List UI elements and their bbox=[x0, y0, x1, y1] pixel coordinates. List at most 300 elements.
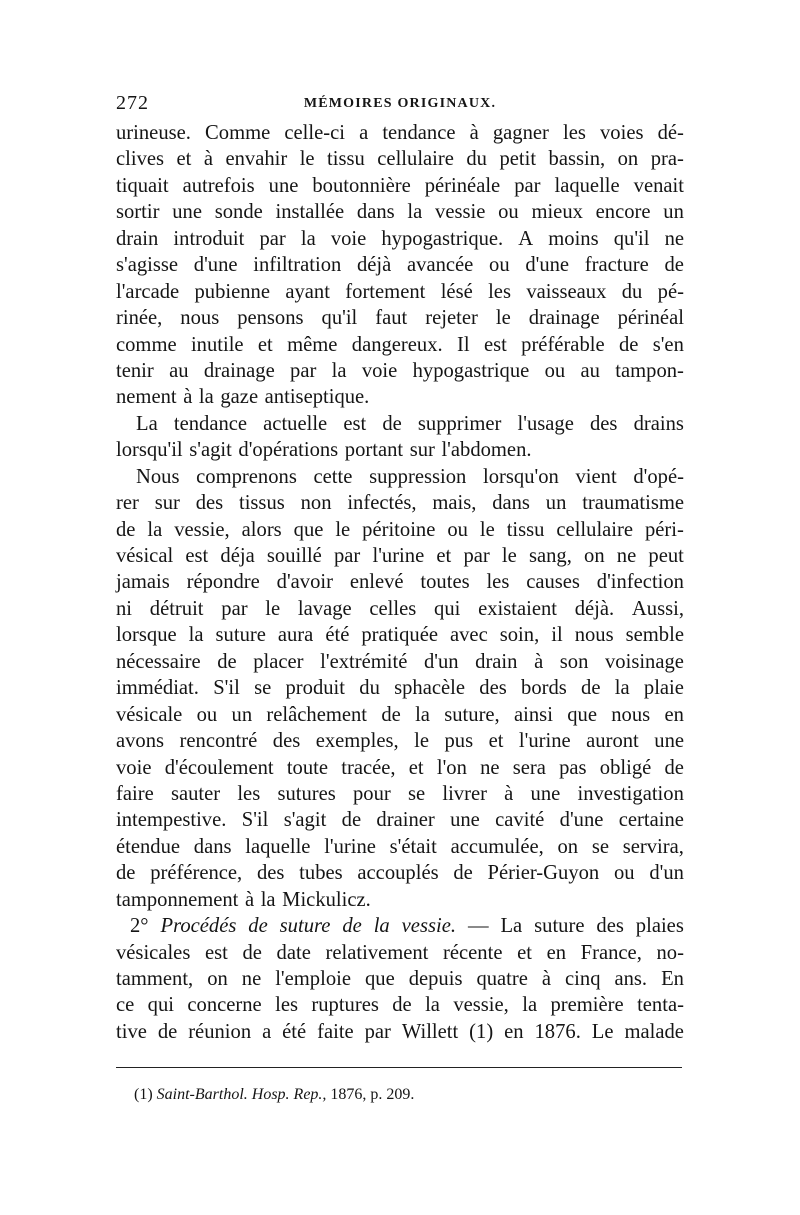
word: vient bbox=[575, 465, 617, 488]
word: se bbox=[407, 782, 426, 805]
word: périnéal bbox=[617, 307, 684, 330]
word: hypogastrique. bbox=[381, 227, 504, 250]
word: péritoine bbox=[362, 518, 436, 541]
word: une bbox=[268, 174, 299, 197]
word: péri- bbox=[644, 518, 684, 541]
word: laquelle bbox=[245, 835, 311, 858]
word: placer bbox=[253, 650, 304, 673]
section-title-word: de bbox=[342, 915, 362, 938]
word: et bbox=[436, 545, 452, 567]
word: relativement bbox=[325, 941, 429, 964]
word: cavité bbox=[495, 809, 545, 832]
word: moins bbox=[548, 227, 599, 250]
word: installée bbox=[275, 201, 345, 224]
word: produit bbox=[285, 677, 345, 700]
word: pratiquée bbox=[361, 624, 438, 647]
word: A bbox=[518, 227, 534, 250]
word: actuelle bbox=[263, 412, 328, 435]
word: la bbox=[188, 624, 204, 647]
word: suture bbox=[534, 915, 585, 938]
word: lorsqu'on bbox=[483, 465, 559, 488]
word: bords bbox=[521, 677, 567, 700]
word: à bbox=[541, 968, 552, 990]
word: malade bbox=[624, 1020, 684, 1043]
footnote-source: Saint-Barthol. Hosp. Rep., bbox=[156, 1086, 327, 1104]
word: pra- bbox=[650, 148, 684, 171]
paragraph bbox=[116, 411, 684, 464]
section-title-word: Procédés bbox=[160, 915, 237, 938]
word: alors bbox=[241, 518, 282, 541]
word: au bbox=[580, 359, 600, 382]
word: et bbox=[488, 730, 504, 753]
word: tenta- bbox=[637, 994, 684, 1017]
word: tamponnement bbox=[116, 888, 239, 911]
word: la bbox=[614, 677, 630, 700]
word: immédiat. bbox=[116, 677, 199, 700]
word: à bbox=[504, 782, 514, 805]
text-line bbox=[116, 569, 684, 595]
word: rer bbox=[116, 492, 139, 515]
word: ou bbox=[447, 518, 468, 541]
word: déjà bbox=[357, 254, 392, 277]
word: voie bbox=[116, 756, 152, 779]
word: l'abdomen. bbox=[441, 439, 532, 462]
text-line bbox=[116, 622, 684, 648]
word: En bbox=[661, 968, 684, 990]
word: pas bbox=[559, 756, 587, 779]
word: suture bbox=[215, 624, 266, 647]
text-line bbox=[116, 146, 684, 172]
word: ne bbox=[241, 968, 262, 990]
text-line bbox=[116, 173, 684, 199]
word: fracture bbox=[584, 254, 649, 277]
word: qu'il bbox=[321, 307, 358, 330]
text-line bbox=[116, 649, 684, 675]
word: cellulaire bbox=[556, 518, 634, 541]
word: s'agit bbox=[283, 809, 327, 832]
word: la bbox=[260, 888, 276, 911]
word: inutile bbox=[190, 333, 244, 356]
word: il bbox=[551, 624, 563, 647]
text-line bbox=[116, 755, 684, 781]
text-line bbox=[116, 490, 684, 516]
word: dangereux. bbox=[351, 333, 443, 356]
word: voie bbox=[330, 227, 367, 250]
running-title: MÉMOIRES ORIGINAUX. bbox=[303, 96, 497, 111]
word: livrer bbox=[442, 782, 487, 805]
word: de bbox=[242, 941, 262, 964]
text-line bbox=[116, 860, 684, 886]
word: 1876. bbox=[534, 1020, 581, 1043]
word: lorsqu'il bbox=[116, 439, 183, 462]
word: jamais bbox=[116, 571, 170, 594]
word: des bbox=[272, 730, 301, 753]
word: plaie bbox=[643, 677, 684, 700]
word: no- bbox=[656, 941, 684, 964]
word: envahir bbox=[225, 148, 288, 171]
word: certaine bbox=[618, 809, 684, 832]
word: est bbox=[343, 412, 367, 435]
word: de bbox=[664, 254, 684, 277]
word: tendance bbox=[173, 412, 248, 435]
word: voisinage bbox=[605, 650, 684, 673]
word: de bbox=[618, 333, 639, 356]
word: drainer bbox=[376, 809, 435, 832]
text-line bbox=[116, 252, 684, 278]
word: de bbox=[116, 518, 136, 541]
word: ne bbox=[616, 545, 637, 567]
word: de bbox=[664, 756, 684, 779]
word: accumulée, bbox=[450, 835, 544, 858]
word: une bbox=[530, 782, 561, 805]
word: tissu bbox=[327, 148, 365, 171]
word: portant bbox=[344, 439, 404, 462]
word: tendance bbox=[382, 122, 456, 144]
section-number: 2° bbox=[130, 915, 149, 938]
body-text bbox=[116, 120, 684, 1045]
word: un bbox=[545, 492, 567, 515]
word: suppression bbox=[369, 465, 467, 488]
word: comprenons bbox=[196, 465, 297, 488]
word: encore bbox=[595, 201, 651, 224]
word: de bbox=[453, 862, 473, 885]
word: lésé bbox=[440, 280, 473, 303]
word: d'opé- bbox=[633, 465, 684, 488]
word: existaient bbox=[478, 597, 557, 620]
word: faut bbox=[375, 307, 408, 330]
word: ni bbox=[116, 597, 133, 620]
word: d'un bbox=[423, 650, 459, 673]
word: vessie bbox=[435, 201, 486, 224]
word: étendue bbox=[116, 835, 181, 858]
word: voies bbox=[600, 122, 644, 144]
word: qu'il bbox=[613, 227, 650, 250]
word: s'était bbox=[389, 835, 437, 858]
word: à bbox=[244, 888, 255, 911]
word: la bbox=[331, 359, 347, 382]
word: dans bbox=[356, 201, 395, 224]
word: on bbox=[584, 545, 605, 567]
word: — bbox=[467, 915, 489, 938]
word: le bbox=[495, 307, 511, 330]
text-line bbox=[116, 702, 684, 728]
word: nement bbox=[116, 386, 177, 409]
word: du bbox=[466, 148, 487, 171]
word: vessie, bbox=[174, 518, 230, 541]
word: que bbox=[567, 703, 597, 726]
word: on bbox=[207, 968, 228, 990]
word: réunion bbox=[188, 1020, 252, 1043]
word: à bbox=[183, 386, 193, 409]
word: aura bbox=[277, 624, 314, 647]
word: la bbox=[407, 201, 423, 224]
text-line bbox=[116, 596, 684, 622]
word: tubes bbox=[299, 862, 343, 885]
word: est bbox=[483, 333, 507, 356]
word: introduit bbox=[173, 227, 245, 250]
word: a bbox=[262, 1020, 272, 1043]
word: et bbox=[176, 148, 192, 171]
text-line bbox=[116, 807, 684, 833]
word: l'extrémité bbox=[320, 650, 408, 673]
word: des bbox=[590, 412, 618, 435]
word: de bbox=[381, 703, 401, 726]
word: préférable bbox=[521, 333, 605, 356]
word: est bbox=[185, 545, 209, 567]
word: de bbox=[217, 650, 237, 673]
word: rinée, bbox=[116, 307, 163, 330]
word: (1) bbox=[469, 1020, 494, 1043]
word: les bbox=[563, 122, 586, 144]
word: première bbox=[550, 994, 624, 1017]
word: en bbox=[504, 1020, 524, 1043]
word: celles bbox=[369, 597, 417, 620]
word: Le bbox=[591, 1020, 614, 1043]
text-line bbox=[116, 675, 684, 701]
word: causes bbox=[526, 571, 580, 594]
word: un bbox=[231, 703, 253, 726]
word: s'agit bbox=[189, 439, 232, 462]
section-title-word: vessie. bbox=[401, 915, 456, 938]
word: lavage bbox=[297, 597, 352, 620]
word: dé- bbox=[657, 122, 684, 144]
word: pensons bbox=[237, 307, 304, 330]
word: du bbox=[621, 280, 643, 303]
word: l'arcade bbox=[116, 280, 180, 303]
word: nous bbox=[574, 624, 614, 647]
word: que bbox=[364, 968, 395, 990]
word: récente bbox=[443, 941, 503, 964]
text-line bbox=[116, 305, 684, 331]
word: S'il bbox=[213, 677, 240, 700]
word: semble bbox=[625, 624, 684, 647]
word: ou bbox=[498, 201, 519, 224]
word: tenir bbox=[116, 359, 154, 382]
section-title-word: suture bbox=[279, 915, 331, 938]
word: le bbox=[265, 597, 281, 620]
word: avec bbox=[450, 624, 488, 647]
word: de bbox=[382, 412, 402, 435]
word: une bbox=[172, 201, 202, 224]
text-line bbox=[116, 199, 684, 225]
word: drains bbox=[633, 412, 684, 435]
word: l'urine bbox=[372, 545, 425, 567]
word: une bbox=[450, 809, 480, 832]
word: quatre bbox=[476, 968, 528, 990]
word: vessie, bbox=[453, 994, 509, 1017]
word: et bbox=[517, 941, 532, 964]
word: hypogastrique bbox=[412, 359, 530, 382]
word: nécessaire bbox=[116, 650, 201, 673]
section-paragraph bbox=[116, 913, 684, 1045]
word: du bbox=[359, 677, 380, 700]
word: enlevé bbox=[349, 571, 404, 594]
word: que bbox=[293, 518, 324, 541]
paragraph bbox=[116, 120, 684, 411]
word: traumatisme bbox=[582, 492, 684, 515]
word: ans. bbox=[614, 968, 648, 990]
word: des bbox=[256, 862, 285, 885]
word: d'une bbox=[559, 809, 604, 832]
word: sonde bbox=[214, 201, 263, 224]
word: d'avoir bbox=[276, 571, 333, 594]
word: de bbox=[116, 862, 136, 885]
word: le bbox=[479, 518, 495, 541]
word: dans bbox=[492, 492, 530, 515]
word: été bbox=[325, 624, 350, 647]
word: des bbox=[596, 915, 624, 938]
word: drain bbox=[475, 650, 518, 673]
word: auront bbox=[586, 730, 639, 753]
word: sphacèle bbox=[394, 677, 466, 700]
word: supprimer bbox=[417, 412, 502, 435]
word: clives bbox=[116, 148, 165, 171]
word: peut bbox=[648, 545, 684, 567]
word: préférence, bbox=[150, 862, 243, 885]
word: qui bbox=[434, 597, 461, 620]
text-line bbox=[116, 464, 684, 490]
text-line bbox=[116, 992, 684, 1018]
word: ou bbox=[613, 862, 635, 885]
word: s'agisse bbox=[116, 254, 179, 277]
word: d'opérations bbox=[238, 439, 339, 462]
word: se bbox=[591, 835, 609, 858]
word: antiseptique. bbox=[264, 386, 370, 409]
word: tracée, bbox=[341, 756, 396, 779]
word: rencontré bbox=[179, 730, 258, 753]
word: le bbox=[299, 148, 315, 171]
word: pus bbox=[444, 730, 474, 753]
word: soin, bbox=[499, 624, 540, 647]
word: dans bbox=[193, 835, 232, 858]
word: les bbox=[486, 571, 510, 594]
word: nous bbox=[611, 703, 651, 726]
word: et bbox=[408, 756, 424, 779]
text-line bbox=[116, 332, 684, 358]
text-line bbox=[116, 120, 684, 146]
text-line bbox=[116, 913, 684, 939]
footnote-details: 1876, p. 209. bbox=[330, 1086, 415, 1104]
word: ce bbox=[116, 994, 135, 1017]
word: Mickulicz. bbox=[282, 888, 371, 911]
word: par bbox=[364, 1020, 391, 1043]
word: à bbox=[203, 148, 213, 171]
word: tampon- bbox=[615, 359, 684, 382]
word: S'il bbox=[241, 809, 269, 832]
word: laquelle bbox=[554, 174, 620, 197]
word: par bbox=[290, 359, 317, 382]
page bbox=[116, 92, 684, 1104]
word: infectés, bbox=[347, 492, 417, 515]
word: Comme bbox=[205, 122, 271, 144]
word: par bbox=[463, 545, 490, 567]
word: la bbox=[147, 518, 163, 541]
word: petit bbox=[499, 148, 537, 171]
word: ne bbox=[664, 227, 684, 250]
word: sauter bbox=[170, 782, 221, 805]
word: La bbox=[500, 915, 523, 938]
word: la bbox=[300, 227, 316, 250]
word: non bbox=[300, 492, 332, 515]
word: ou bbox=[544, 359, 566, 382]
word: les bbox=[237, 782, 261, 805]
word: de bbox=[157, 1020, 178, 1043]
word: des bbox=[479, 677, 507, 700]
word: d'infection bbox=[596, 571, 684, 594]
text-line bbox=[116, 411, 684, 437]
word: le bbox=[501, 545, 517, 567]
word: l'urine bbox=[324, 835, 376, 858]
word: drainage bbox=[203, 359, 275, 382]
word: faire bbox=[116, 782, 154, 805]
text-line bbox=[116, 887, 684, 913]
text-line bbox=[116, 226, 684, 252]
word: avons bbox=[116, 730, 165, 753]
word: pubienne bbox=[194, 280, 270, 303]
word: à bbox=[534, 650, 544, 673]
word: intempestive. bbox=[116, 809, 227, 832]
word: périnéale bbox=[424, 174, 501, 197]
word: souillé bbox=[266, 545, 322, 567]
text-line bbox=[116, 384, 684, 410]
word: ainsi bbox=[514, 703, 553, 726]
word: se bbox=[254, 677, 272, 700]
word: de bbox=[392, 994, 412, 1017]
word: nous bbox=[180, 307, 220, 330]
word: Willett bbox=[401, 1020, 459, 1043]
word: d'une bbox=[193, 254, 238, 277]
text-line bbox=[116, 517, 684, 543]
word: sutures bbox=[277, 782, 336, 805]
word: tamment, bbox=[116, 968, 194, 990]
word: la bbox=[522, 994, 538, 1017]
paragraph bbox=[116, 464, 684, 913]
word: tissu bbox=[506, 518, 545, 541]
word: son bbox=[559, 650, 589, 673]
text-line bbox=[116, 728, 684, 754]
text-line bbox=[116, 279, 684, 305]
word: gaze bbox=[220, 386, 259, 409]
word: faite bbox=[317, 1020, 354, 1043]
word: La bbox=[136, 412, 158, 435]
word: ruptures bbox=[311, 994, 379, 1017]
word: Périer-Guyon bbox=[487, 862, 600, 885]
word: la bbox=[415, 703, 430, 726]
word: urineuse. bbox=[116, 122, 191, 144]
word: des bbox=[195, 492, 224, 515]
text-line bbox=[116, 358, 684, 384]
word: cellulaire bbox=[377, 148, 454, 171]
word: venait bbox=[633, 174, 684, 197]
word: drain bbox=[116, 227, 159, 250]
word: et bbox=[257, 333, 273, 356]
word: s'en bbox=[652, 333, 684, 356]
text-line bbox=[116, 834, 684, 860]
word: cinq bbox=[565, 968, 601, 990]
word: infiltration bbox=[253, 254, 342, 277]
word: date bbox=[276, 941, 311, 964]
section-title-word: la bbox=[373, 915, 390, 938]
word: accouplés bbox=[357, 862, 439, 885]
word: toute bbox=[286, 756, 329, 779]
word: Nous bbox=[136, 465, 180, 488]
word: comme bbox=[116, 333, 177, 356]
word: été bbox=[282, 1020, 307, 1043]
word: lorsque bbox=[116, 624, 177, 647]
word: d'une bbox=[525, 254, 570, 277]
word: on bbox=[617, 148, 639, 171]
text-line bbox=[116, 940, 684, 966]
